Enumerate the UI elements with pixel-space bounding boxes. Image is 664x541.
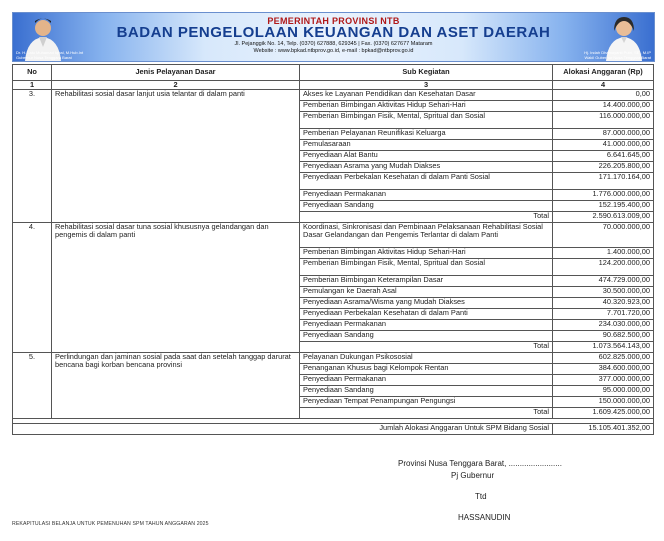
signature-role: Pj Gubernur	[451, 471, 495, 480]
total-amount: 1.609.425.000,00	[553, 408, 654, 419]
col-number-3: 3	[300, 81, 553, 90]
table-header-row	[13, 65, 654, 81]
vice-governor-title: Wakil Gubernur Nusa Tenggara Barat	[584, 54, 651, 60]
service-type: Rehabilitasi sosial dasar tuna sosial khususnya gelandangan dan pengemis di dalam panti	[52, 223, 300, 353]
budget-amount: 7.701.720,00	[553, 309, 654, 320]
sub-activity: Penyediaan Sandang	[300, 386, 553, 397]
sub-activity: Pemberian Bimbingan Aktivitas Hidup Sehari-Hari	[300, 248, 553, 259]
sub-activity: Pelayanan Dukungan Psikososial	[300, 353, 553, 364]
total-label: Total	[300, 212, 553, 223]
vice-governor-name: Hj. Indah Dhamayanti Putri, SE., M.IP	[584, 50, 651, 55]
sub-activity: Penyediaan Tempat Penampungan Pengungsi	[300, 397, 553, 408]
org-address	[13, 41, 654, 54]
col-number-4: 4	[553, 81, 654, 90]
sub-activity: Penyediaan Sandang	[300, 331, 553, 342]
budget-amount: 14.400.000,00	[553, 101, 654, 112]
grand-total-label: Jumlah Alokasi Anggaran Untuk SPM Bidang Sosial	[13, 424, 553, 435]
table-row	[13, 223, 654, 248]
sub-activity: Penyediaan Sandang	[300, 201, 553, 212]
address-line: Jl. Pejanggik No. 14, Telp. (0370) 627888, 629345 | Fax. (0370) 627677 Mataram	[234, 41, 433, 47]
sub-activity: Pemulasaraan	[300, 140, 553, 151]
website-line: Website : www.bpkad.ntbprov.go.id, e-mail : bpkad@ntbprov.go.id	[253, 47, 414, 54]
signature-place-date: Provinsi Nusa Tenggara Barat, ........................	[398, 459, 562, 468]
col-header-jenis: Jenis Pelayanan Dasar	[52, 65, 300, 81]
grand-total-amount: 15.105.401.352,00	[553, 424, 654, 435]
service-type: Perlindungan dan jaminan sosial pada saat dan setelah tanggap darurat bencana bagi korban bencana provinsi	[52, 353, 300, 419]
budget-amount: 377.000.000,00	[553, 375, 654, 386]
org-line-1: PEMERINTAH PROVINSI NTB	[267, 16, 400, 26]
sub-activity: Penyediaan Asrama yang Mudah Diakses	[300, 162, 553, 173]
col-header-no: No	[13, 65, 52, 81]
budget-amount: 90.682.500,00	[553, 331, 654, 342]
budget-amount: 30.500.000,00	[553, 287, 654, 298]
table-row	[13, 353, 654, 364]
sub-activity: Pemulangan ke Daerah Asal	[300, 287, 553, 298]
table-body	[13, 90, 654, 435]
col-number-1: 1	[13, 81, 52, 90]
sub-activity: Penyediaan Alat Bantu	[300, 151, 553, 162]
sub-activity: Penyediaan Permakanan	[300, 190, 553, 201]
sub-activity: Penyediaan Permakanan	[300, 375, 553, 386]
row-number: 5.	[13, 353, 52, 419]
sub-activity: Pemberian Bimbingan Fisik, Mental, Spritual dan Sosial	[300, 259, 553, 276]
governor-name: Dr. H. Lalu Muhamad Iqbal, M.Hub.Int	[16, 50, 84, 55]
sub-activity: Penyediaan Perbekalan Kesehatan di dalam Panti Sosial	[300, 173, 553, 190]
sub-activity: Penyediaan Asrama/Wisma yang Mudah Diakses	[300, 298, 553, 309]
budget-amount: 116.000.000,00	[553, 112, 654, 129]
budget-amount: 124.200.000,00	[553, 259, 654, 276]
sub-activity: Pemberian Bimbingan Keterampilan Dasar	[300, 276, 553, 287]
total-amount: 2.590.613.009,00	[553, 212, 654, 223]
row-number: 3.	[13, 90, 52, 223]
sub-activity: Pemberian Bimbingan Aktivitas Hidup Sehari-Hari	[300, 101, 553, 112]
budget-amount: 234.030.000,00	[553, 320, 654, 331]
spm-budget-table	[12, 64, 654, 435]
budget-amount: 41.000.000,00	[553, 140, 654, 151]
org-line-2: BADAN PENGELOLAAN KEUANGAN DAN ASET DAERAH	[116, 24, 551, 41]
total-amount: 1.073.564.143,00	[553, 342, 654, 353]
service-type: Rehabilitasi sosial dasar lanjut usia telantar di dalam panti	[52, 90, 300, 223]
col-number-2: 2	[52, 81, 300, 90]
vice-governor-caption	[584, 51, 651, 60]
col-header-sub: Sub Kegiatan	[300, 65, 553, 81]
total-label: Total	[300, 342, 553, 353]
budget-amount: 1.776.000.000,00	[553, 190, 654, 201]
sub-activity: Pemberian Bimbingan Fisik, Mental, Spritual dan Sosial	[300, 112, 553, 129]
signature-ttd: Ttd	[475, 492, 487, 501]
sub-activity: Penanganan Khusus bagi Kelompok Rentan	[300, 364, 553, 375]
table-row	[13, 90, 654, 101]
budget-amount: 6.641.645,00	[553, 151, 654, 162]
budget-amount: 474.729.000,00	[553, 276, 654, 287]
budget-amount: 171.170.164,00	[553, 173, 654, 190]
budget-amount: 150.000.000,00	[553, 397, 654, 408]
sub-activity: Pemberian Pelayanan Reunifikasi Keluarga	[300, 129, 553, 140]
sub-activity: Penyediaan Permakanan	[300, 320, 553, 331]
budget-amount: 226.205.800,00	[553, 162, 654, 173]
grand-total-row	[13, 424, 654, 435]
sub-activity: Penyediaan Perbekalan Kesehatan di dalam Panti	[300, 309, 553, 320]
total-label: Total	[300, 408, 553, 419]
col-header-alokasi: Alokasi Anggaran (Rp)	[553, 65, 654, 81]
budget-amount: 87.000.000,00	[553, 129, 654, 140]
sub-activity: Akses ke Layanan Pendidikan dan Kesehatan Dasar	[300, 90, 553, 101]
budget-amount: 40.320.923,00	[553, 298, 654, 309]
signature-name: HASSANUDIN	[458, 513, 511, 522]
sub-activity: Koordinasi, Sinkronisasi dan Pembinaan Pelaksanaan Rehabilitasi Sosial Dasar Gelandangan dan Pengemis Terlantar di dalam Panti	[300, 223, 553, 248]
governor-title: Gubernur Nusa Tenggara Barat	[16, 54, 72, 60]
budget-amount: 1.400.000,00	[553, 248, 654, 259]
letterhead-banner	[12, 12, 655, 62]
budget-amount: 95.000.000,00	[553, 386, 654, 397]
budget-amount: 384.600.000,00	[553, 364, 654, 375]
footer-caption: REKAPITULASI BELANJA UNTUK PEMENUHAN SPM TAHUN ANGGARAN 2025	[12, 521, 209, 527]
budget-amount: 152.195.400,00	[553, 201, 654, 212]
budget-amount: 602.825.000,00	[553, 353, 654, 364]
budget-amount: 0,00	[553, 90, 654, 101]
budget-amount: 70.000.000,00	[553, 223, 654, 248]
row-number: 4.	[13, 223, 52, 353]
